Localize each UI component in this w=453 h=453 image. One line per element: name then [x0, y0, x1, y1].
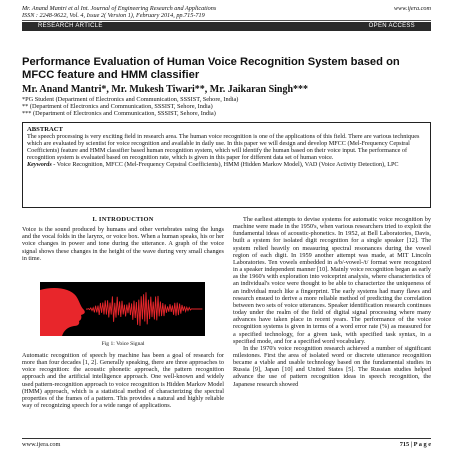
intro-paragraph-1: Voice is the sound produced by humans and other vertebrates using the lungs and the vocal folds in the larynx, or voice box. When a human speaks, his or her voice changes in power and tone during the utterance. A graph of the voice signal shows these changes in the height of the wave during very small changes in time. — [22, 226, 224, 262]
issn-line: ISSN : 2248-9622, Vol. 4, Issue 2( Version 1), February 2014, pp.715-719 — [22, 12, 205, 19]
research-article-label: RESEARCH ARTICLE — [38, 23, 103, 29]
open-access-label: OPEN ACCESS — [368, 23, 415, 29]
keywords-line — [27, 161, 426, 168]
page-number: 715 | P a g e — [399, 441, 431, 448]
footer-rule — [22, 438, 431, 439]
abstract-box — [22, 122, 431, 208]
intro-paragraph-2: Automatic recognition of speech by machine has been a goal of research for more than four decades [1, 2]. Generally speaking, there are three approaches to voice recognition: the acoustic phonetic approach, the pattern recognition approach and the artificial intelligence approach. One well-known and widely used pattern-recognition approach to voice recognition is Hidden Markov Model (HMM) approach, which is a statistical method of characterizing the spectral properties of the frames of a pattern. This provides a natural and highly reliable way of recognizing speech for a wide range of applications. — [22, 352, 224, 410]
figure-caption: Fig 1: Voice Signal — [101, 341, 145, 347]
abstract-heading: ABSTRACT — [27, 126, 63, 133]
journal-website[interactable]: www.ijera.com — [393, 5, 431, 12]
voice-signal-image — [40, 282, 205, 336]
history-paragraph-1: The earliest attempts to devise systems for automatic voice recognition by machine were made in the 1950's, when various researchers tried to exploit the fundamental ideas of acoustic-phonetics. In 1952, at Bell Laboratories, Davis, built a system for isolated digit recognition for a single speaker [12]. The system relied heavily on measuring spectral resonances during the vowel region of each digit. In 1959 another attempt was made, at MIT Lincoln Laboratories. Ten vowels embedded in a/b/-vowel-/t/ format were recognized in a speaker independent manner [10]. Mainly voice recognition began as early as the 1960's with exploration into voiceprint analysis, where characteristics of an individual's voice were thought to be able to characterize the uniqueness of an individual much like a fingerprint. The early systems had many flaws and research ensued to derive a more reliable method of predicting the correlation between two sets of voice utterances. Speaker identification research continues today under the realm of the field of digital signal processing where many advances have taken place in recent years. The performance of the voice recognition systems is given in terms of a word error rate (%) as measured for a specified technology, for a given task, with specified task syntax, in a specified mode, and for a specified word vocabulary. — [233, 216, 431, 345]
left-column — [22, 216, 224, 262]
header-rule — [22, 20, 431, 21]
history-paragraph-2: In the 1970's voice recognition research achieved a number of significant milestones. First the area of isolated word or discrete utterance recognition became a viable and usable technology based on the fundamental studies in Russia [9], Japan [10] and United States [5]. The Russian studies helped advance the use of pattern recognition ideas in speech recognition, the Japanese research showed — [233, 344, 431, 388]
abstract-text: The speech processing is very exciting field in research area. The human voice recognition is one of the applications of this field. There are various techniques which are evaluated by scientist for voice recognition and available in daily use. In this paper we will design and develop MFCC (Mel-Frequency Cepstral Coefficients) feature and HMM classifier based human recognition system, which will identify the human based on their voice input. The performance of recognition system is evaluated based on recognition rate, which is given in this paper for different data set of human voice. — [27, 133, 420, 162]
voice-signal-figure — [40, 282, 205, 336]
paper-title: Performance Evaluation of Human Voice Recognition System based on MFCC feature and HMM classifier — [22, 56, 400, 81]
keywords-text: - Voice Recognition, MFCC (Mel-Frequency Cepstral Coefficients), HMM (Hidden Markov Model), VAD (Voice Activity Detection), LPC — [53, 161, 399, 169]
affiliation-2: ** (Department of Electronics and Communication, SSSIST, Sehore, India) — [22, 103, 213, 110]
section-heading-introduction: I. INTRODUCTION — [92, 216, 154, 223]
right-column — [233, 216, 431, 388]
article-type-banner — [22, 22, 431, 31]
paper-authors: Mr. Anand Mantri*, Mr. Mukesh Tiwari**, Mr. Jaikaran Singh*** — [22, 84, 309, 95]
affiliation-3: *** (Department of Electronics and Communication, SSSIST, Sehore, India) — [22, 110, 216, 117]
keywords-label: Keywords — [27, 161, 52, 169]
affiliation-1: *PG Student (Department of Electronics and Communication, SSSIST, Sehore, India) — [22, 96, 239, 103]
journal-citation: Mr. Anand Mantri et al Int. Journal of Engineering Research and Applications — [22, 5, 217, 12]
footer-website[interactable]: www.ijera.com — [22, 441, 61, 448]
